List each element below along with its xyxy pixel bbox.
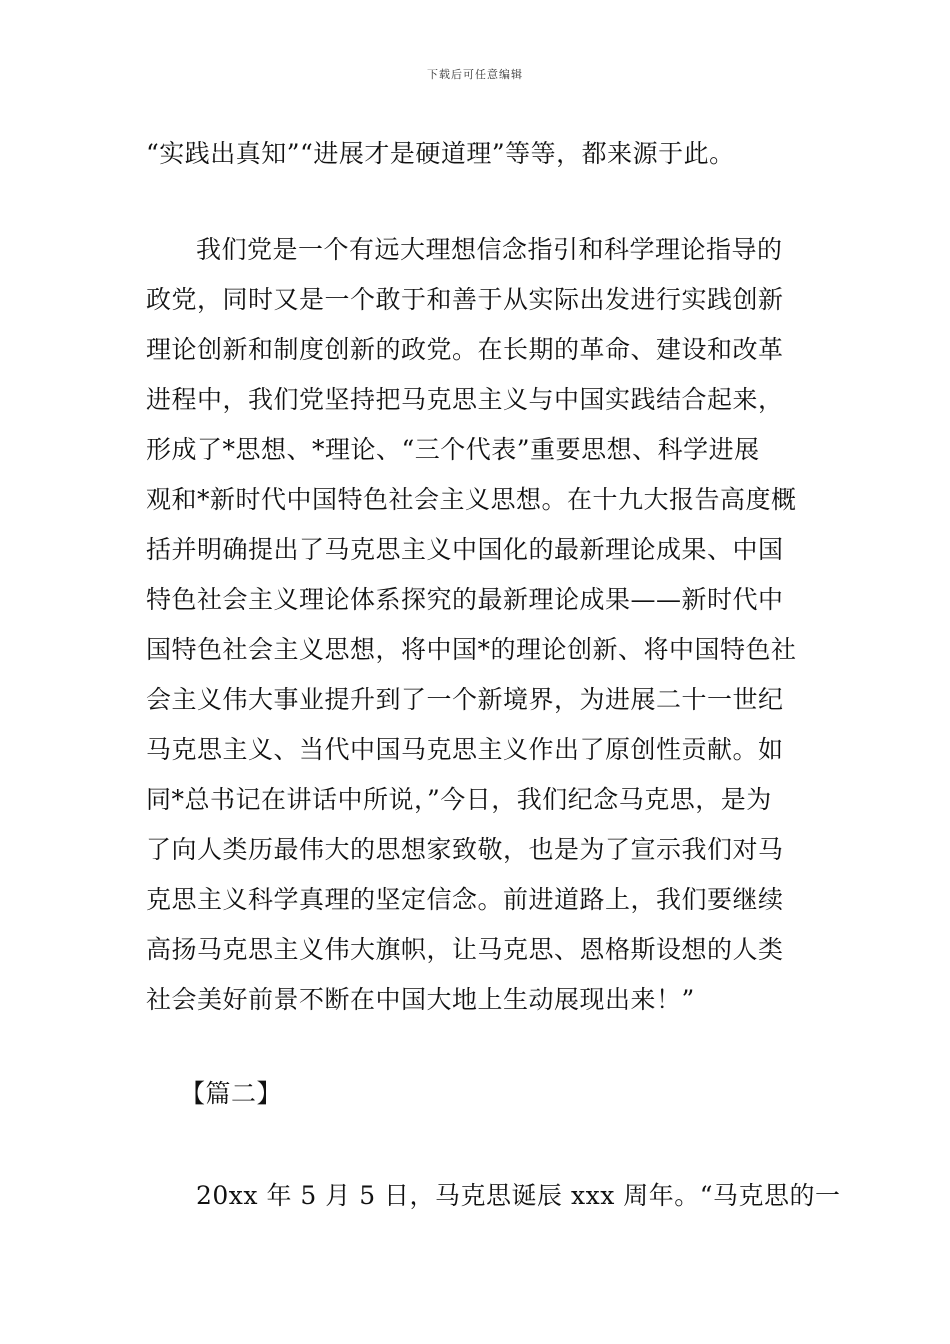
text-line: 国特色社会主义思想，将中国*的理论创新、将中国特色社 (146, 635, 797, 664)
text-line: 高扬马克思主义伟大旗帜，让马克思、恩格斯设想的人类 (146, 935, 784, 964)
text-line: 了向人类历最伟大的思想家致敬，也是为了宣示我们对马 (146, 835, 784, 864)
text-line: 社会美好前景不断在中国大地上生动展现出来！” (146, 985, 695, 1014)
header-note: 下载后可任意编辑 (427, 68, 523, 81)
text-line: 特色社会主义理论体系探究的最新理论成果——新时代中 (146, 585, 784, 614)
text-line: 进程中，我们党坚持把马克思主义与中国实践结合起来， (146, 385, 784, 414)
paragraph-first-line: 我们党是一个有远大理想信念指引和科学理论指导的 (196, 235, 783, 264)
text-line: 会主义伟大事业提升到了一个新境界，为进展二十一世纪 (146, 685, 784, 714)
section-heading: 【篇二】 (180, 1079, 283, 1108)
text-line: 形成了*思想、*理论、“三个代表”重要思想、科学进展 (146, 435, 760, 464)
text-line: 克思主义科学真理的坚定信念。前进道路上，我们要继续 (146, 885, 784, 914)
text-line: “实践出真知”“进展才是硬道理”等等，都来源于此。 (146, 139, 735, 168)
text-line: 同*总书记在讲话中所说，”今日，我们纪念马克思，是为 (146, 785, 772, 814)
text-line: 括并明确提出了马克思主义中国化的最新理论成果、中国 (146, 535, 784, 564)
paragraph-first-line: 20xx 年 5 月 5 日，马克思诞辰 xxx 周年。“马克思的一 (196, 1181, 841, 1210)
text-line: 政党，同时又是一个敢于和善于从实际出发进行实践创新 (146, 285, 784, 314)
text-line: 观和*新时代中国特色社会主义思想。在十九大报告高度概 (146, 485, 797, 514)
text-line: 理论创新和制度创新的政党。在长期的革命、建设和改革 (146, 335, 784, 364)
text-line: 马克思主义、当代中国马克思主义作出了原创性贡献。如 (146, 735, 784, 764)
